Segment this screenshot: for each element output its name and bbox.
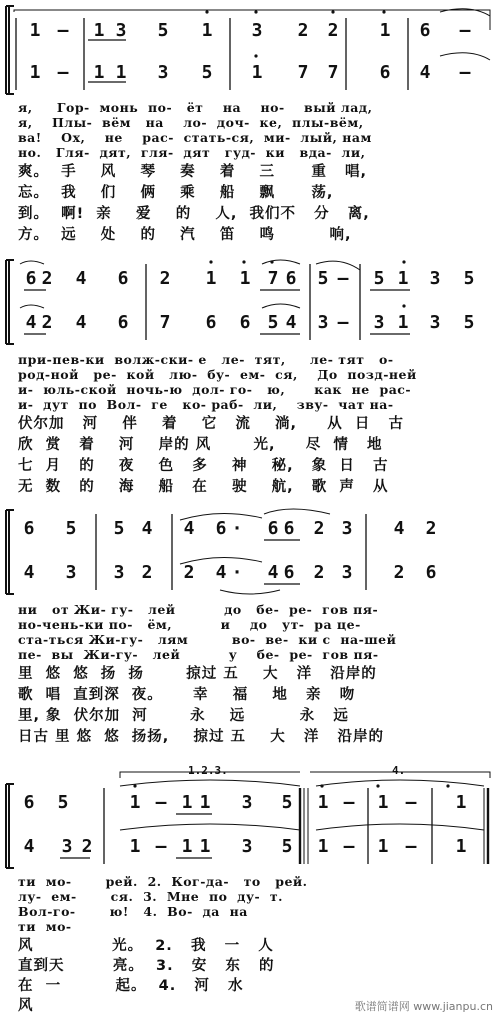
note-u4-3: 1 — [129, 792, 141, 813]
note-l4-3: 2 — [81, 836, 93, 857]
lyric-ru-4-1: ти мо- рей. 2. Ког-да- то рей. — [18, 874, 308, 889]
lyric-ru-1-4: но. Гля- дят, гля- дят гуд- ки вда- ли, — [18, 145, 366, 160]
note-u4-11: 1 — [377, 792, 389, 813]
note-l2-3: 4 — [75, 312, 87, 333]
note-l1-2: — — [57, 62, 69, 83]
note-u3-6: 6 — [215, 518, 227, 539]
note-u4-7: 3 — [241, 792, 253, 813]
lyric-zh-3-2: 歌 唱 直到深 夜。 幸 福 地 亲 吻 — [18, 687, 356, 703]
note-u4-1: 6 — [23, 792, 35, 813]
volta-first-ending: 1.2.3. — [188, 764, 228, 777]
note-l3-8: 4 — [267, 562, 279, 583]
lyric-zh-4-2: 直到天 亮。 3. 安 东 的 — [18, 958, 275, 974]
note-l4-7: 1 — [199, 836, 211, 857]
note-l1-4: 1 — [115, 62, 127, 83]
note-l1-10: 6 — [379, 62, 391, 83]
note-l2-4: 6 — [117, 312, 129, 333]
note-u2-13: 1 — [397, 268, 409, 289]
volta-second-ending: 4. — [392, 764, 406, 777]
note-u2-5: 2 — [159, 268, 171, 289]
note-u4-2: 5 — [57, 792, 69, 813]
note-l3-7: · — [231, 562, 243, 583]
note-u1-9: 2 — [327, 20, 339, 41]
note-u2-12: 5 — [373, 268, 385, 289]
lyric-zh-2-3: 七 月 的 夜 色 多 神 秘, 象 日 古 — [18, 458, 389, 474]
note-u1-4: 3 — [115, 20, 127, 41]
lyric-zh-1-4: 方。 远 处 的 汽 笛 鸣 响, — [18, 227, 352, 243]
note-u3-8: 6 — [267, 518, 279, 539]
note-l2-13: 1 — [397, 312, 409, 333]
staff-system-2 — [0, 256, 499, 348]
note-u1-2: — — [57, 20, 69, 41]
note-l1-12: — — [459, 62, 471, 83]
note-l2-10: 3 — [317, 312, 329, 333]
lyric-zh-3-4: 日古 里 悠 悠 扬扬, 掠过 五 大 洋 沿岸的 — [18, 729, 385, 745]
note-l2-9: 4 — [285, 312, 297, 333]
lyric-zh-3-3: 里, 象 伏尔加 河 永 远 永 远 — [18, 708, 349, 724]
note-u4-10: — — [343, 792, 355, 813]
lyric-ru-1-1: я, Гор- монь по- ёт на но- вый лад, — [18, 100, 373, 115]
note-l2-12: 3 — [373, 312, 385, 333]
note-u3-7: · — [231, 518, 243, 539]
note-l4-14: 1 — [455, 836, 467, 857]
lyric-ru-4-3: Вол-го- ю! 4. Во- да на — [18, 904, 248, 919]
lyric-zh-4-4: 风 — [18, 998, 34, 1014]
note-u4-6: 1 — [199, 792, 211, 813]
note-u4-13: 1 — [455, 792, 467, 813]
note-u1-11: 6 — [419, 20, 431, 41]
note-u2-10: 5 — [317, 268, 329, 289]
note-u1-8: 2 — [297, 20, 309, 41]
note-l4-6: 1 — [181, 836, 193, 857]
note-l3-5: 2 — [183, 562, 195, 583]
note-u2-8: 7 — [267, 268, 279, 289]
lyric-zh-1-3: 到。 啊! 亲 爱 的 人, 我们不 分 离, — [18, 206, 370, 222]
note-l3-9: 6 — [283, 562, 295, 583]
note-u1-1: 1 — [29, 20, 41, 41]
note-l3-11: 3 — [341, 562, 353, 583]
note-l3-1: 4 — [23, 562, 35, 583]
note-u3-13: 2 — [425, 518, 437, 539]
note-u4-4: — — [155, 792, 167, 813]
note-u2-4: 6 — [117, 268, 129, 289]
note-l2-2: 2 — [41, 312, 53, 333]
note-l2-15: 5 — [463, 312, 475, 333]
staff-system-1 — [0, 0, 499, 100]
lyric-ru-3-3: ста-ться Жи-гу- лям во- ве- ки с на-шей — [18, 632, 397, 647]
score-system-2 — [0, 256, 499, 508]
note-u2-1: 6 — [25, 268, 37, 289]
note-l2-7: 6 — [239, 312, 251, 333]
note-u1-3: 1 — [93, 20, 105, 41]
staff-system-4 — [0, 760, 499, 872]
note-l4-11: — — [343, 836, 355, 857]
note-l3-12: 2 — [393, 562, 405, 583]
note-l3-6: 4 — [215, 562, 227, 583]
note-u3-9: 6 — [283, 518, 295, 539]
note-u2-3: 4 — [75, 268, 87, 289]
score-system-1 — [0, 0, 499, 258]
lyric-zh-2-4: 无 数 的 海 船 在 驶 航, 歌 声 从 — [18, 479, 389, 495]
note-l1-11: 4 — [419, 62, 431, 83]
note-l1-7: 1 — [251, 62, 263, 83]
note-u4-9: 1 — [317, 792, 329, 813]
lyric-ru-3-4: пе- вы Жи-гу- лей у бе- ре- гов пя- — [18, 647, 379, 662]
lyric-zh-1-1: 爽。 手 风 琴 奏 着 三 重 唱, — [18, 164, 367, 180]
note-u4-5: 1 — [181, 792, 193, 813]
lyric-ru-1-3: ва! Ох, не рас- стать-ся, ми- лый, нам — [18, 130, 372, 145]
note-l1-5: 3 — [157, 62, 169, 83]
lyric-zh-1-2: 忘。 我 们 俩 乘 船 飘 荡, — [18, 185, 334, 201]
note-u1-6: 1 — [201, 20, 213, 41]
note-u3-5: 4 — [183, 518, 195, 539]
note-u1-10: 1 — [379, 20, 391, 41]
note-l4-12: 1 — [377, 836, 389, 857]
note-u2-11: — — [337, 268, 349, 289]
note-u4-8: 5 — [281, 792, 293, 813]
note-l4-10: 1 — [317, 836, 329, 857]
note-u3-4: 4 — [141, 518, 153, 539]
lyric-zh-4-1: 风 光。 2. 我 一 人 — [18, 938, 274, 954]
note-u3-3: 5 — [113, 518, 125, 539]
lyric-ru-2-4: и- дут по Вол- ге ко- раб- ли, зву- чат на- — [18, 397, 394, 412]
note-l2-14: 3 — [429, 312, 441, 333]
lyric-zh-3-1: 里 悠 悠 扬 扬 掠过 五 大 洋 沿岸的 — [18, 666, 377, 682]
note-u2-7: 1 — [239, 268, 251, 289]
note-l4-2: 3 — [61, 836, 73, 857]
note-u3-12: 4 — [393, 518, 405, 539]
lyric-zh-2-2: 欣 赏 着 河 岸的 风 光, 尽 情 地 — [18, 437, 383, 453]
note-l1-1: 1 — [29, 62, 41, 83]
note-u3-10: 2 — [313, 518, 325, 539]
note-u2-9: 6 — [285, 268, 297, 289]
lyric-ru-2-1: при-пев-ки волж-ски- е ле- тят, ле- тят о- — [18, 352, 394, 367]
lyric-ru-2-3: и- юль-ской ночь-ю дол- го- ю, как не рас- — [18, 382, 412, 397]
note-u1-5: 5 — [157, 20, 169, 41]
score-system-4 — [0, 760, 499, 1020]
note-l4-13: — — [405, 836, 417, 857]
note-l4-5: — — [155, 836, 167, 857]
note-l3-13: 6 — [425, 562, 437, 583]
note-l4-9: 5 — [281, 836, 293, 857]
note-l2-1: 4 — [25, 312, 37, 333]
note-u3-11: 3 — [341, 518, 353, 539]
note-u2-2: 2 — [41, 268, 53, 289]
staff-lines-1 — [0, 0, 499, 100]
lyric-ru-1-2: я, Плы- вём на ло- доч- ке, плы-вём, — [18, 115, 364, 130]
note-l3-10: 2 — [313, 562, 325, 583]
note-l2-5: 7 — [159, 312, 171, 333]
note-u2-15: 5 — [463, 268, 475, 289]
note-l1-8: 7 — [297, 62, 309, 83]
staff-system-3 — [0, 506, 499, 598]
note-u4-12: — — [405, 792, 417, 813]
note-u2-14: 3 — [429, 268, 441, 289]
note-l1-6: 5 — [201, 62, 213, 83]
lyric-ru-3-1: ни от Жи- гу- лей до бе- ре- гов пя- — [18, 602, 379, 617]
note-l4-1: 4 — [23, 836, 35, 857]
lyric-zh-4-3: 在 一 起。 4. 河 水 — [18, 978, 244, 994]
lyric-zh-2-1: 伏尔加 河 伴 着 它 流 淌, 从 日 古 — [18, 416, 405, 432]
note-l2-6: 6 — [205, 312, 217, 333]
note-l3-2: 3 — [65, 562, 77, 583]
note-u1-7: 3 — [251, 20, 263, 41]
note-u3-2: 5 — [65, 518, 77, 539]
note-l4-8: 3 — [241, 836, 253, 857]
note-u2-6: 1 — [205, 268, 217, 289]
note-l4-4: 1 — [129, 836, 141, 857]
note-l3-4: 2 — [141, 562, 153, 583]
note-u3-1: 6 — [23, 518, 35, 539]
lyric-ru-2-2: род-ной ре- кой лю- бу- ем- ся, До позд-ней — [18, 367, 417, 382]
lyric-ru-3-2: но-чень-ки по- ём, и до ут- ра це- — [18, 617, 361, 632]
note-l2-11: — — [337, 312, 349, 333]
watermark: 歌谱简谱网 www.jianpu.cn — [354, 1000, 493, 1013]
note-l3-3: 3 — [113, 562, 125, 583]
note-u1-12: — — [459, 20, 471, 41]
note-l1-9: 7 — [327, 62, 339, 83]
note-l2-8: 5 — [267, 312, 279, 333]
lyric-ru-4-2: лу- ем- ся. 3. Мне по ду- т. — [18, 889, 283, 904]
lyric-ru-4-4: ти мо- — [18, 919, 72, 934]
note-l1-3: 1 — [93, 62, 105, 83]
score-system-3 — [0, 506, 499, 760]
